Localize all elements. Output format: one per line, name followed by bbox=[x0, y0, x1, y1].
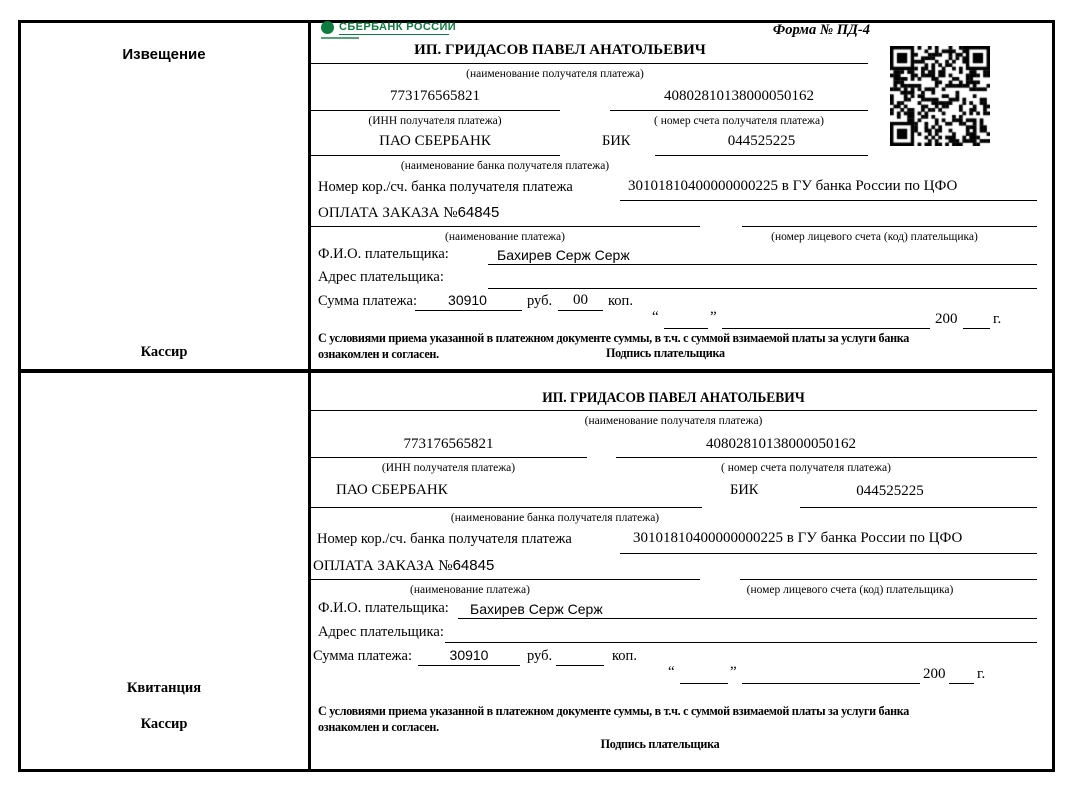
rule-line bbox=[655, 155, 868, 156]
payment-name-label: ОПЛАТА ЗАКАЗА № bbox=[318, 205, 458, 221]
rule-line bbox=[800, 507, 1037, 508]
rule-line bbox=[620, 200, 1037, 201]
payee-name: ИП. ГРИДАСОВ ПАВЕЛ АНАТОЛЬЕВИЧ bbox=[542, 390, 805, 406]
rule-line bbox=[740, 579, 1037, 580]
payer-fio-label: Ф.И.О. плательщика: bbox=[318, 600, 449, 616]
payee-name-caption: (наименование получателя платежа) bbox=[466, 68, 644, 80]
bank-caption: (наименование банка получателя платежа) bbox=[400, 160, 610, 172]
rule-line bbox=[418, 665, 520, 666]
kop-value: 00 bbox=[573, 292, 588, 308]
payment-name bbox=[313, 557, 494, 575]
payer-fio-value: Бахирев Серж Серж bbox=[470, 601, 603, 617]
payment-name bbox=[318, 204, 499, 222]
rule-line bbox=[310, 579, 700, 580]
order-number: 64845 bbox=[452, 557, 495, 574]
payee-name-caption: (наименование получателя платежа) bbox=[584, 415, 763, 427]
cashier-label: Кассир bbox=[140, 344, 188, 360]
payer-address-label: Адрес плательщика: bbox=[318, 624, 444, 640]
rule-line bbox=[458, 618, 1037, 619]
rule-line bbox=[310, 110, 560, 111]
agreement-text-line2: ознакомлен и согласен. bbox=[318, 720, 439, 734]
rule-line bbox=[488, 288, 1037, 289]
account-value: 40802810138000050162 bbox=[706, 436, 856, 452]
year-suffix: г. bbox=[977, 666, 986, 682]
date-open-quote: “ bbox=[668, 664, 675, 680]
agreement-text-line1: С условиями приема указанной в платежном документе суммы, в т.ч. с суммой взимаемой платы за услуги банка bbox=[318, 331, 910, 345]
bik-label: БИК bbox=[602, 133, 631, 149]
signature-label: Подпись плательщика bbox=[606, 346, 725, 360]
year-suffix: г. bbox=[993, 311, 1002, 327]
rule-line bbox=[310, 63, 868, 64]
bank-name: ПАО СБЕРБАНК bbox=[379, 133, 491, 149]
year-label: 200 bbox=[923, 666, 946, 682]
payer-address-label: Адрес плательщика: bbox=[318, 269, 444, 285]
payee-name: ИП. ГРИДАСОВ ПАВЕЛ АНАТОЛЬЕВИЧ bbox=[414, 42, 706, 58]
payment-caption: (наименование платежа) bbox=[410, 584, 530, 596]
rule-line bbox=[680, 683, 728, 684]
agreement-text-line1: С условиями приема указанной в платежном документе суммы, в т.ч. с суммой взимаемой платы за услуги банка bbox=[318, 704, 910, 718]
bank-name: ПАО СБЕРБАНК bbox=[336, 482, 448, 498]
inn-caption: (ИНН получателя платежа) bbox=[368, 115, 502, 127]
account-caption: ( номер счета получателя платежа) bbox=[721, 462, 891, 474]
logo-underline bbox=[339, 34, 449, 35]
rub-label: руб. bbox=[527, 293, 553, 309]
rule-line bbox=[949, 683, 974, 684]
account-value: 40802810138000050162 bbox=[664, 88, 814, 104]
inn-caption: (ИНН получателя платежа) bbox=[381, 462, 516, 474]
rub-label: руб. bbox=[527, 648, 553, 664]
rule-line bbox=[616, 457, 1037, 458]
rule-line bbox=[310, 410, 1037, 411]
amount-value: 30910 bbox=[448, 292, 487, 308]
sberbank-logo-icon bbox=[321, 21, 334, 34]
bik-value: 044525225 bbox=[727, 133, 796, 149]
personal-account-caption: (номер лицевого счета (код) плательщика) bbox=[746, 584, 954, 596]
corr-account-label: Номер кор./сч. банка получателя платежа bbox=[317, 531, 572, 547]
payment-caption: (наименование платежа) bbox=[445, 231, 565, 243]
rule-line bbox=[310, 457, 587, 458]
payment-name-label: ОПЛАТА ЗАКАЗА № bbox=[313, 558, 453, 574]
rule-line bbox=[310, 507, 702, 508]
cashier-label: Кассир bbox=[140, 716, 188, 732]
year-label: 200 bbox=[935, 311, 958, 327]
rule-line bbox=[415, 310, 522, 311]
personal-account-caption: (номер лицевого счета (код) плательщика) bbox=[771, 231, 978, 243]
signature-label: Подпись плательщика bbox=[600, 737, 720, 751]
amount-value: 30910 bbox=[449, 647, 489, 663]
amount-label: Сумма платежа: bbox=[318, 293, 417, 309]
section-divider bbox=[18, 369, 1055, 373]
corr-account-value: 30101810400000000225 в ГУ банка России по ЦФО bbox=[633, 530, 963, 546]
sberbank-logo-text: СБЕРБАНК РОССИИ bbox=[339, 21, 457, 33]
corr-account-label: Номер кор./сч. банка получателя платежа bbox=[318, 179, 573, 195]
inn-value: 773176565821 bbox=[403, 436, 494, 452]
date-close-quote: ” bbox=[730, 664, 737, 680]
date-close-quote: ” bbox=[710, 309, 717, 325]
rule-line bbox=[610, 110, 868, 111]
rule-line bbox=[722, 328, 930, 329]
logo-tagline-bar bbox=[321, 37, 359, 39]
rule-line bbox=[310, 226, 700, 227]
kop-label: коп. bbox=[608, 293, 633, 309]
account-caption: ( номер счета получателя платежа) bbox=[654, 115, 824, 127]
rule-line bbox=[488, 264, 1037, 265]
rule-line bbox=[310, 155, 560, 156]
rule-line bbox=[742, 226, 1037, 227]
bank-caption: (наименование банка получателя платежа) bbox=[450, 512, 660, 524]
agreement-text-line2: ознакомлен и согласен. bbox=[318, 347, 439, 361]
rule-line bbox=[742, 683, 920, 684]
rule-line bbox=[556, 665, 604, 666]
qr-code bbox=[890, 46, 990, 146]
rule-line bbox=[664, 328, 708, 329]
notice-section-label: Извещение bbox=[122, 46, 206, 63]
kop-label: коп. bbox=[612, 648, 637, 664]
rule-line bbox=[445, 642, 1037, 643]
payer-fio-value: Бахирев Серж Серж bbox=[497, 247, 630, 263]
amount-label: Сумма платежа: bbox=[313, 648, 412, 664]
inn-value: 773176565821 bbox=[390, 88, 480, 104]
date-open-quote: “ bbox=[652, 309, 659, 325]
receipt-section-label: Квитанция bbox=[126, 680, 202, 696]
bik-label: БИК bbox=[730, 482, 759, 498]
corr-account-value: 30101810400000000225 в ГУ банка России по ЦФО bbox=[628, 178, 958, 194]
bik-value: 044525225 bbox=[856, 483, 924, 499]
payer-fio-label: Ф.И.О. плательщика: bbox=[318, 246, 449, 262]
rule-line bbox=[558, 310, 603, 311]
order-number: 64845 bbox=[457, 204, 500, 221]
rule-line bbox=[963, 328, 990, 329]
rule-line bbox=[620, 553, 1037, 554]
form-number-label: Форма № ПД-4 bbox=[772, 22, 870, 38]
